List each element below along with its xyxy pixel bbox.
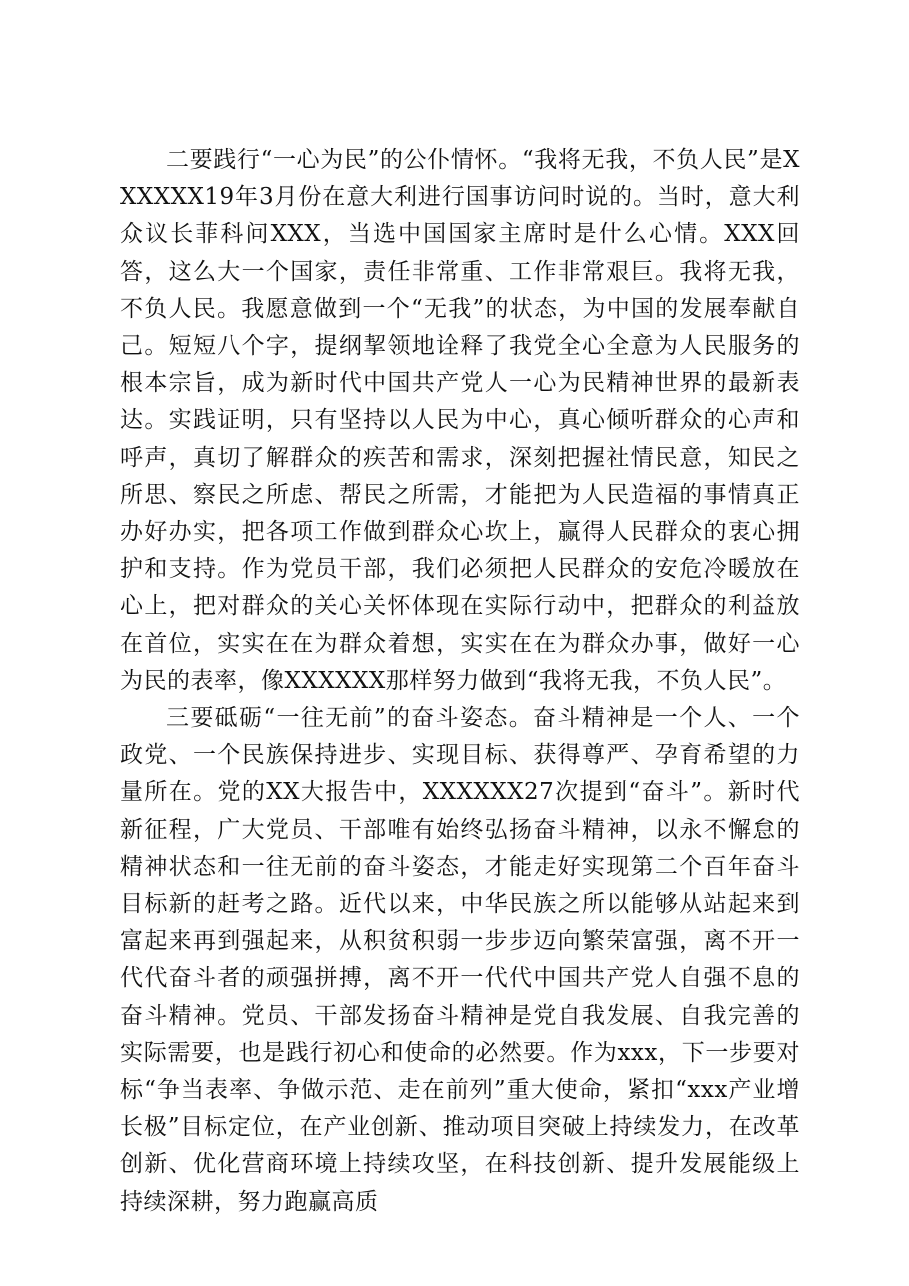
paragraph-striving-spirit: 三要砥砺“一往无前”的奋斗姿态。奋斗精神是一个人、一个政党、一个民族保持进步、实现目标、获得尊严、孕育希望的力量所在。党的XX大报告中，XXXXXX27次提到“奋斗”。新时代新征程，广大党员、干部唯有始终弘扬奋斗精神，以永不懈怠的精神状态和一往无前的奋斗姿态，才能走好实现第二个百年奋斗目标新的赶考之路。近代以来，中华民族之所以能够从站起来到富起来再到强起来，从积贫积弱一步步迈向繁荣富强，离不开一代代奋斗者的顽强拼搏，离不开一代代中国共产党人自强不息的奋斗精神。党员、干部发扬奋斗精神是党自我发展、自我完善的实际需要，也是践行初心和使命的必然要。作为xxx，下一步要对标“争当表率、争做示范、走在前列”重大使命，紧扣“xxx产业增长极”目标定位，在产业创新、推动项目突破上持续发力，在改革创新、优化营商环境上持续攻坚，在科技创新、提升发展能级上持续深耕，努力跑赢高质 [120,705,800,1215]
paragraph-serve-people: 二要践行“一心为民”的公仆情怀。“我将无我，不负人民”是XXXXXX19年3月份在意大利进行国事访问时说的。当时，意大利众议长菲科问XXX，当选中国国家主席时是什么心情。XXX回答，这么大一个国家，责任非常重、工作非常艰巨。我将无我，不负人民。我愿意做到一个“无我”的状态，为中国的发展奉献自己。短短八个字，提纲挈领地诠释了我党全心全意为人民服务的根本宗旨，成为新时代中国共产党人一心为民精神世界的最新表达。实践证明，只有坚持以人民为中心，真心倾听群众的心声和呼声，真切了解群众的疾苦和需求，深刻把握社情民意，知民之所思、察民之所虑、帮民之所需，才能把为人民造福的事情真正办好办实，把各项工作做到群众心坎上，赢得人民群众的衷心拥护和支持。作为党员干部，我们必须把人民群众的安危冷暖放在心上，把对群众的关心关怀体现在实际行动中，把群众的利益放在首位，实实在在为群众着想，实实在在为群众办事，做好一心为民的表率，像XXXXXX那样努力做到“我将无我，不负人民”。 [120,147,800,694]
document-body [120,142,800,1221]
